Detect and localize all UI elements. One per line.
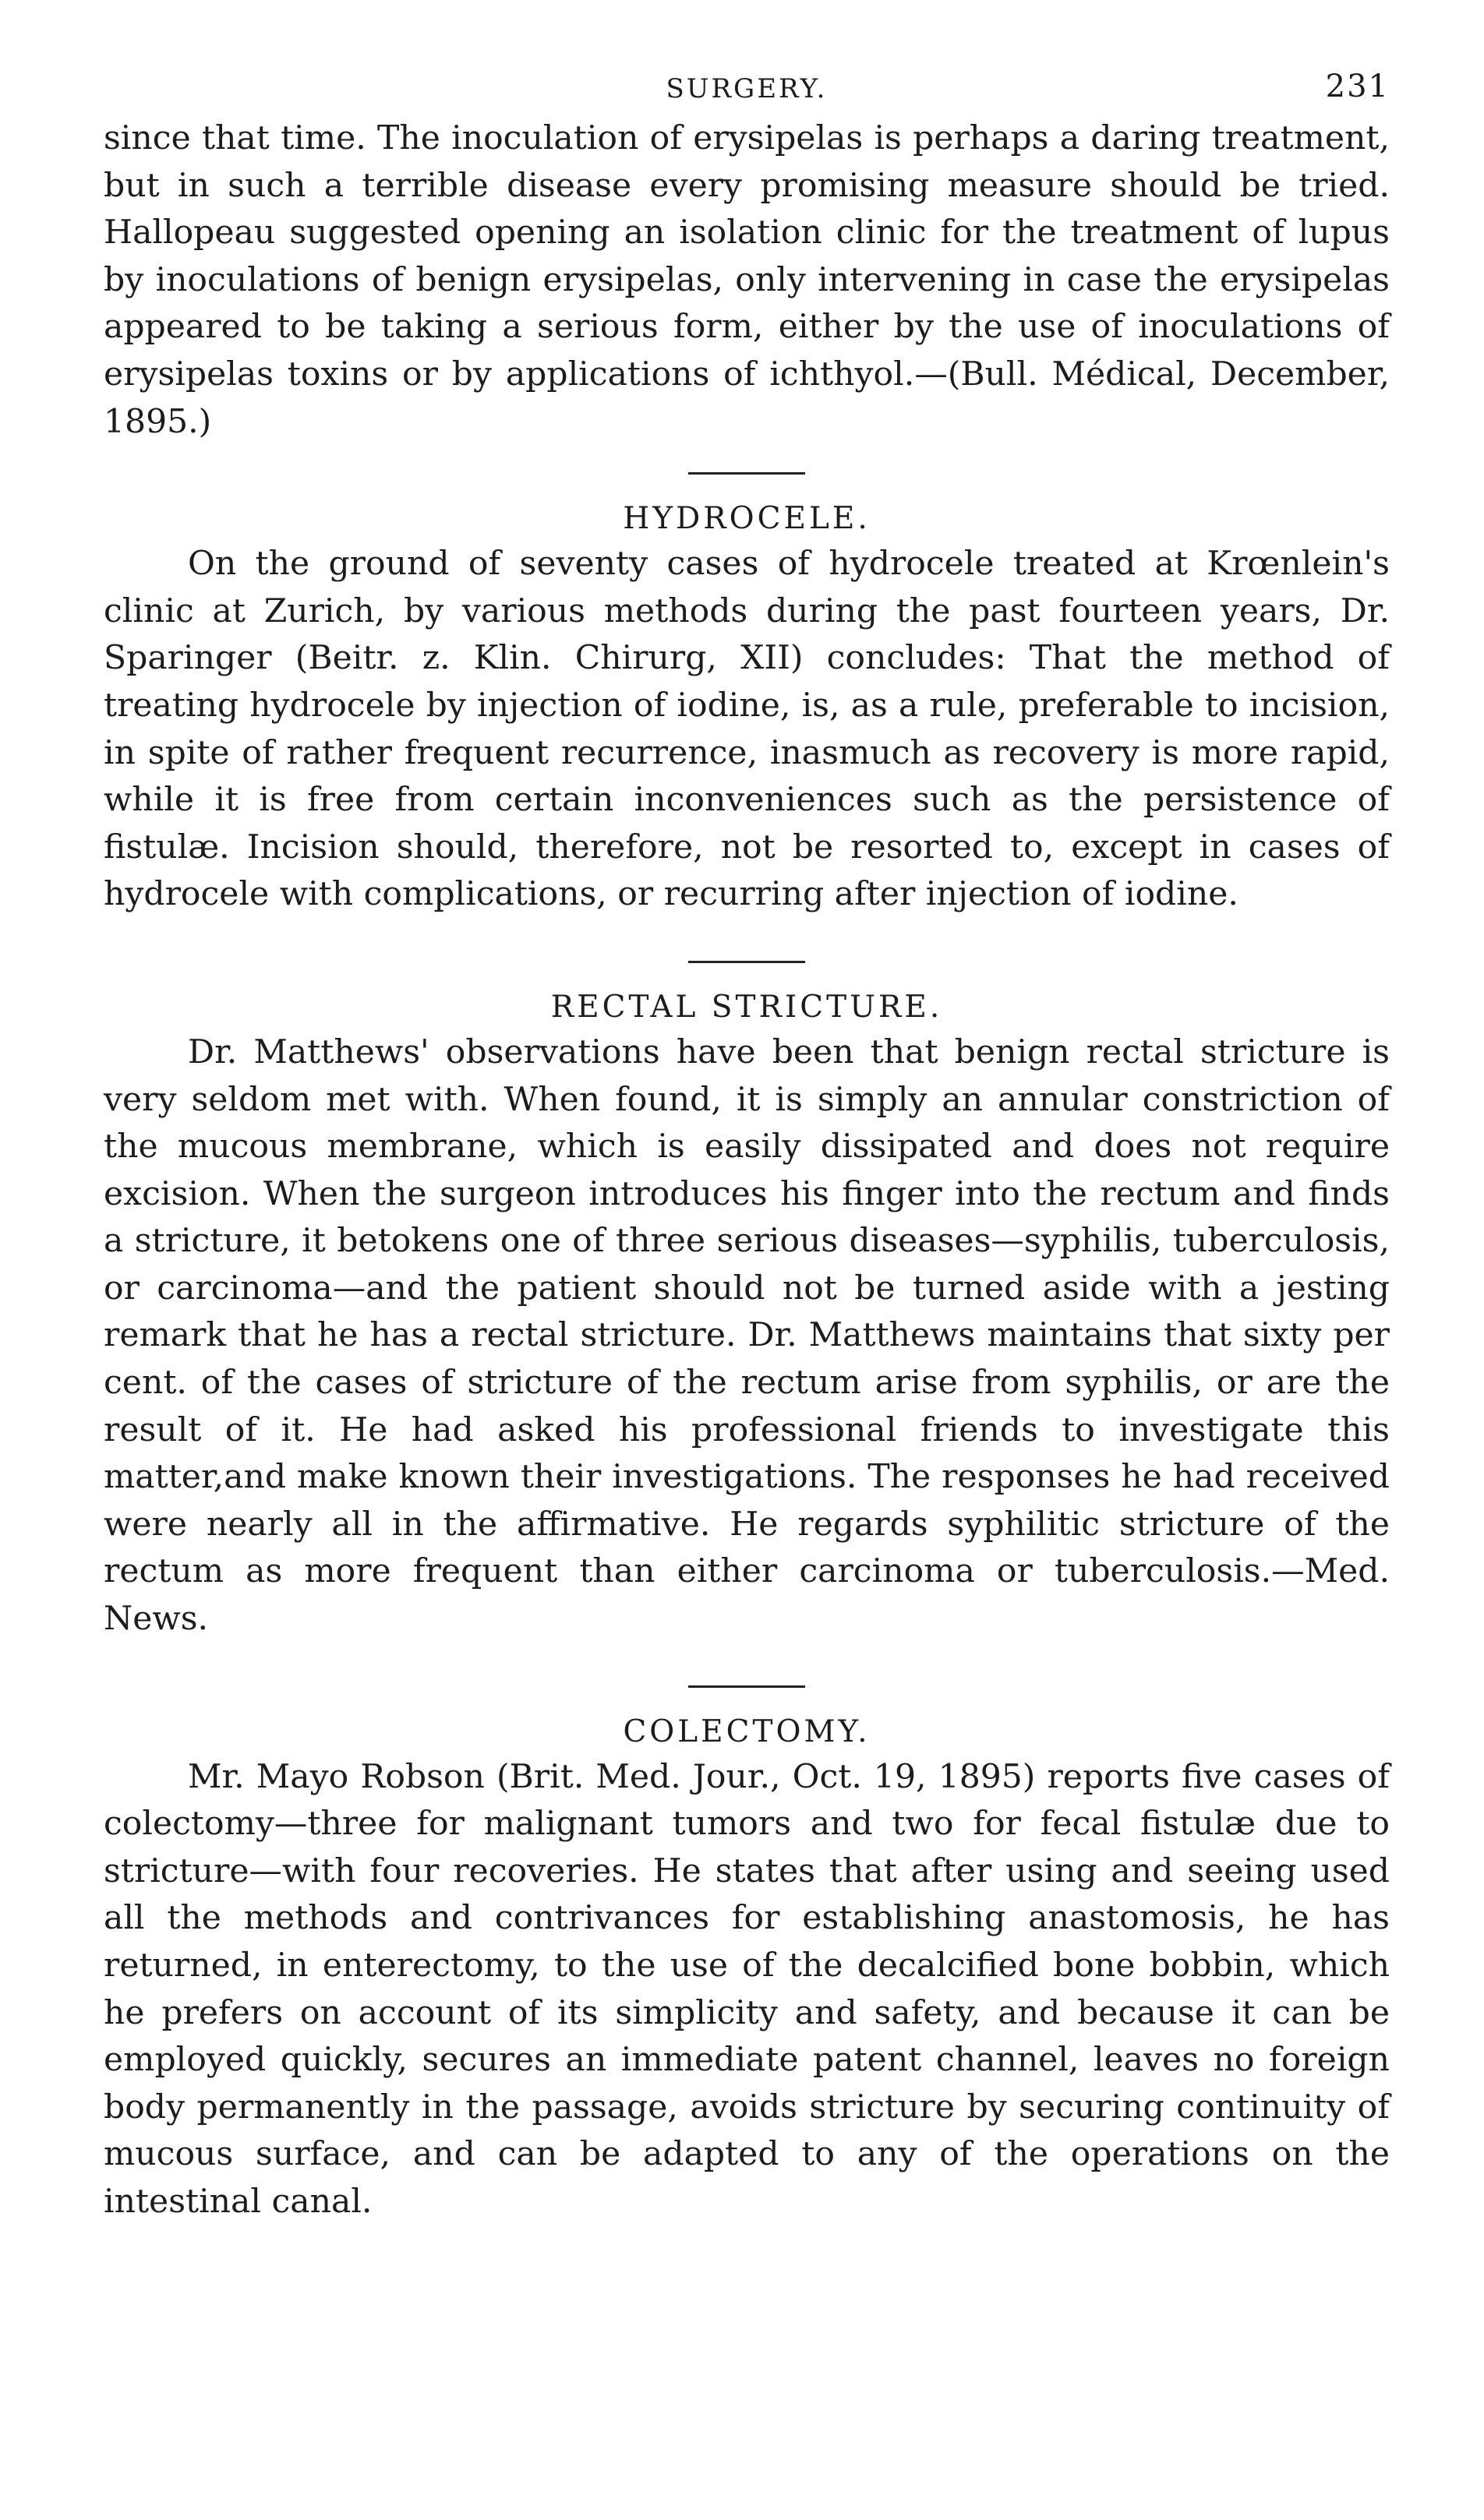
hydrocele-paragraph: On the ground of seventy cases of hydrocele treated at Krœnlein's clinic at Zurich, by various methods during the past fourteen years, Dr. Sparinger (Beitr. z. Klin. Chirurg, XII) concludes: That the method of treating hydrocele by injection of iodine, is, as a rule, preferable to incision, in spite of rather frequent recurrence, inasmuch as recovery is more rapid, while it is free from certain inconveniences such as the persistence of fistulæ. Incision should, therefore, not be resorted to, except in cases of hydrocele with complications, or recurring after injection of iodine.	[104, 545, 1390, 914]
rectal-stricture-heading: RECTAL STRICTURE.	[550, 989, 943, 1025]
intro-paragraph: since that time. The inoculation of erysipelas is perhaps a daring treatment, but in such a terrible disease every promising measure should be tried. Hallopeau suggested opening an isolation clinic for the treatment of lupus by inoculations of benign erysipelas, only intervening in case the erysipelas appeared to be taking a serious form, either by the use of inoculations of erysipelas toxins or by applications of ichthyol.—(Bull. Médical, December, 1895.)	[104, 119, 1390, 441]
page-number: 231	[1325, 69, 1390, 104]
rectal-stricture-paragraph: Dr. Matthews' observations have been that benign rectal stricture is very seldom met with. When found, it is simply an annular constriction of the mucous membrane, which is easily dissipated and does not require excision. When the surgeon introduces his finger into the rectum and finds a stricture, it betokens one of three serious diseases—syphilis, tuberculosis, or carcinoma—and the patient should not be turned aside with a jesting remark that he has a rectal stricture. Dr. Matthews maintains that sixty per cent. of the cases of stricture of the rectum arise from syphilis, or are the result of it. He had asked his professional friends to investigate this matter,and make known their investigations. The responses he had received were nearly all in the affirmative. He regards syphilitic stricture of the rectum as more frequent than either carcinoma or tuberculosis.—Med. News.	[104, 1032, 1390, 1639]
section-divider	[688, 472, 805, 475]
document-page	[104, 69, 1390, 2226]
running-head	[104, 69, 1390, 115]
section-divider	[688, 1685, 805, 1688]
colectomy-heading: COLECTOMY.	[623, 1714, 871, 1749]
hydrocele-heading: HYDROCELE.	[623, 501, 871, 537]
colectomy-paragraph: Mr. Mayo Robson (Brit. Med. Jour., Oct. 19, 1895) reports five cases of colectomy—three for malignant tumors and two for fecal fistulæ due to stricture—with four recoveries. He states that after using and seeing used all the methods and contrivances for establishing anastomosis, he has returned, in enterectomy, to the use of the decalcified bone bobbin, which he prefers on account of its simplicity and safety, and because it can be employed quickly, secures an immediate patent channel, leaves no foreign body permanently in the passage, avoids stricture by securing continuity of mucous surface, and can be adapted to any of the operations on the intestinal canal.	[104, 1757, 1390, 2221]
section-divider	[688, 961, 805, 963]
running-title: SURGERY.	[666, 73, 828, 104]
